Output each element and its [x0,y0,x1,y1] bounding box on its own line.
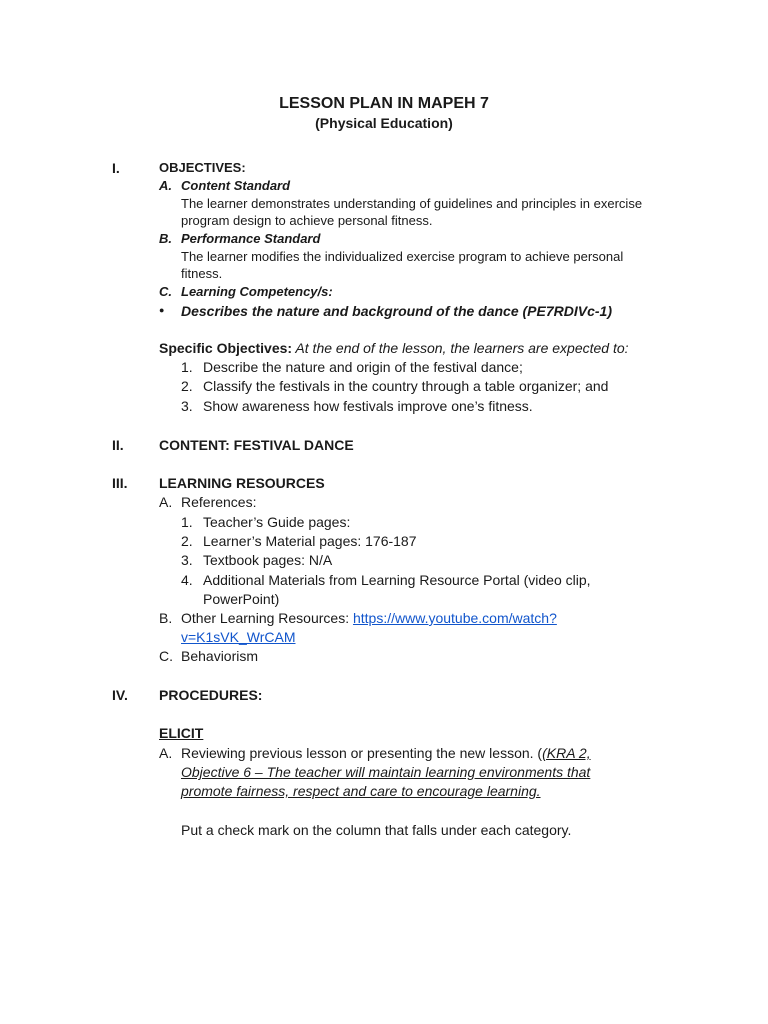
performance-standard-text-1: The learner modifies the individualized exercise program to achieve personal [181,249,624,264]
youtube-link[interactable]: https://www.youtube.com/watch? [352,610,557,626]
objective-item-2: Classify the festivals in the country through a table organizer; and [203,378,609,394]
objective-item-3: Show awareness how festivals improve one’s fitness. [203,398,533,414]
objective-a-marker: A. [159,178,172,193]
specific-objectives-label: Specific Objectives: [159,340,293,356]
reference-4: Additional Materials from Learning Resource Portal (video clip, [203,572,591,588]
reference-1-number: 1. [181,514,193,530]
kra-note-2: Objective 6 – The teacher will maintain learning environments that [181,764,591,780]
competency-text: Describes the nature and background of the dance (PE7RDIVc-1) [181,303,612,319]
procedure-a-marker: A. [159,745,173,761]
section-3-number: III. [112,475,128,491]
document-title: LESSON PLAN IN MAPEH 7 [279,95,489,112]
content-standard-text-2: program design to achieve personal fitness. [181,213,433,228]
resources-c-marker: C. [159,648,173,664]
specific-objectives [159,340,629,356]
youtube-link-continued[interactable]: v=K1sVK_WrCAM [181,629,296,645]
performance-standard-title: Performance Standard [181,231,321,246]
references-label: References: [181,494,257,510]
behaviorism-label: Behaviorism [181,648,259,664]
kra-note-3: promote fairness, respect and care to encourage learning. [181,783,541,799]
section-4-number: IV. [112,687,128,703]
objective-c-marker: C. [159,284,172,299]
document-subtitle: (Physical Education) [315,115,453,131]
objective-item-2-number: 2. [181,378,193,394]
procedure-a-text: Reviewing previous lesson or presenting the new lesson. ( [181,745,543,761]
other-resources [181,610,557,626]
content-standard-title: Content Standard [181,178,291,193]
objective-item-3-number: 3. [181,398,193,414]
resources-b-marker: B. [159,610,173,626]
resources-a-marker: A. [159,494,173,510]
reference-2-number: 2. [181,533,193,549]
bullet-icon: ● [159,305,165,315]
objective-item-1: Describe the nature and origin of the festival dance; [203,359,523,375]
reference-3-number: 3. [181,552,193,568]
section-4-heading: PROCEDURES: [159,687,263,703]
section-2-number: II. [112,437,124,453]
content-standard-text-1: The learner demonstrates understanding of guidelines and principles in exercise [181,196,643,211]
reference-2: Learner’s Material pages: 176-187 [203,533,417,549]
objective-b-marker: B. [159,231,172,246]
specific-objectives-intro: At the end of the lesson, the learners are expected to: [292,340,629,356]
elicit-heading: ELICIT [159,725,204,741]
learning-competency-title: Learning Competency/s: [181,284,333,299]
reference-4-continued: PowerPoint) [203,591,280,607]
section-1-heading: OBJECTIVES: [159,160,246,175]
section-3-heading: LEARNING RESOURCES [159,475,325,491]
objective-item-1-number: 1. [181,359,193,375]
other-resources-label: Other Learning Resources: [181,610,353,626]
reference-4-number: 4. [181,572,193,588]
performance-standard-text-2: fitness. [181,266,223,281]
section-2-heading: CONTENT: FESTIVAL DANCE [159,437,354,453]
reference-1: Teacher’s Guide pages: [203,514,351,530]
section-1-number: I. [112,160,120,176]
kra-note-1: (KRA 2, [542,745,591,761]
reference-3: Textbook pages: N/A [203,552,333,568]
instruction-text: Put a check mark on the column that falls under each category. [181,822,572,838]
procedure-a-line-1 [181,745,591,761]
